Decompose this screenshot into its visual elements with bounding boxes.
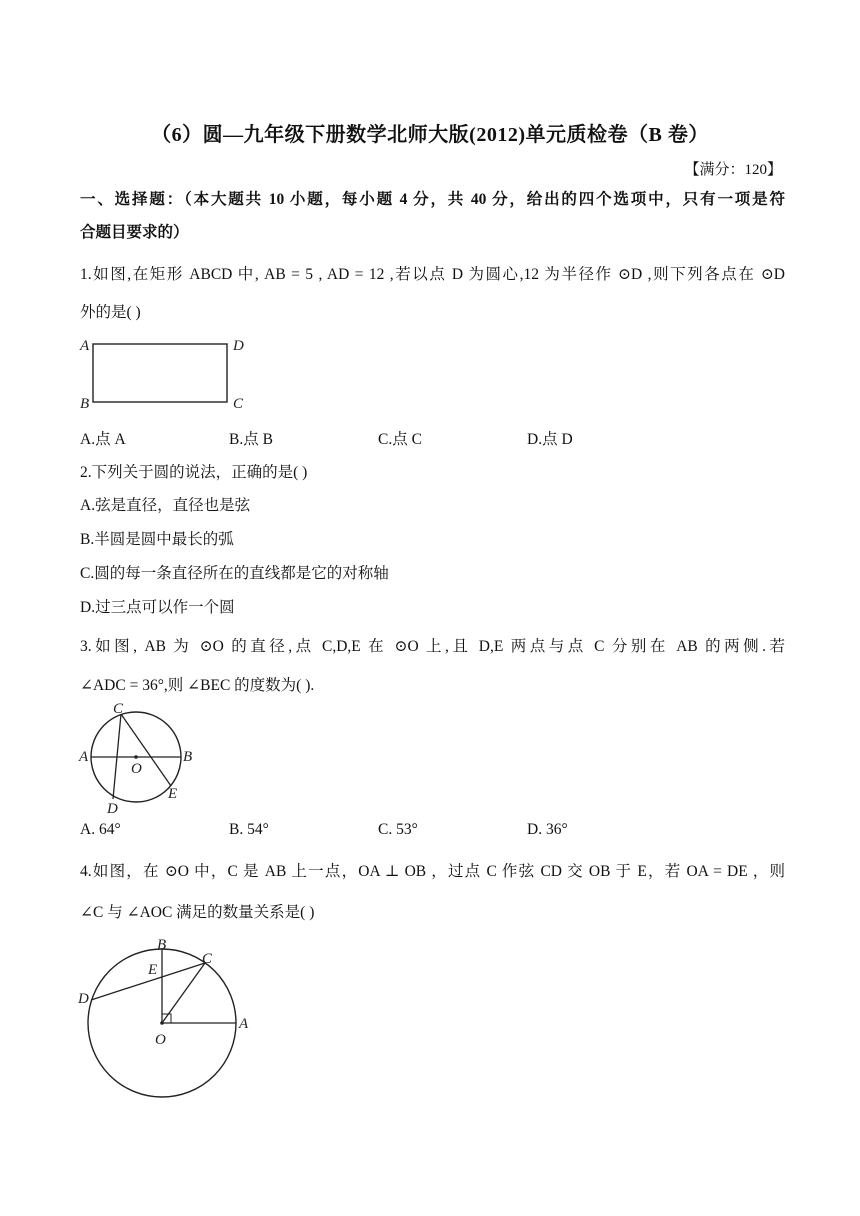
q3-stem-line-1: 3.如图, AB 为 ⊙O 的直径,点 C,D,E 在 ⊙O 上,且 D,E 两点与点 C 分别在 AB 的两侧.若 <box>80 638 785 655</box>
q1-option-a[interactable]: A.点 A <box>80 431 126 448</box>
q1-option-c[interactable]: C.点 C <box>378 431 422 448</box>
q3-stem-line-2: ∠ADC = 36°,则 ∠BEC 的度数为( ). <box>80 677 315 694</box>
page-title: （6）圆—九年级下册数学北师大版(2012)单元质检卷（B 卷） <box>151 124 709 146</box>
center-point <box>160 1021 164 1025</box>
q3-label-e: E <box>168 786 178 802</box>
q1-rectangle-figure <box>76 334 256 414</box>
q2-stem: 2.下列关于圆的说法，正确的是( ) <box>80 464 308 481</box>
q4-label-o: O <box>155 1032 166 1048</box>
q1-label-a: A <box>80 338 90 354</box>
q4-label-e: E <box>148 962 158 978</box>
q3-label-a: A <box>79 749 89 765</box>
chord-ce <box>121 714 171 786</box>
q4-label-b: B <box>157 937 167 953</box>
rectangle-abcd <box>93 344 227 402</box>
q4-stem-line-2: ∠C 与 ∠AOC 满足的数量关系是( ) <box>80 904 315 921</box>
q3-option-b[interactable]: B. 54° <box>229 821 269 838</box>
q2-option-b[interactable]: B.半圆是圆中最长的弧 <box>80 531 234 548</box>
q1-option-b[interactable]: B.点 B <box>229 431 273 448</box>
q2-option-a[interactable]: A.弦是直径，直径也是弦 <box>80 497 251 514</box>
q1-label-b: B <box>80 396 90 412</box>
q4-label-a: A <box>239 1016 249 1032</box>
q1-option-d[interactable]: D.点 D <box>527 431 573 448</box>
q2-option-c[interactable]: C.圆的每一条直径所在的直线都是它的对称轴 <box>80 565 389 582</box>
q3-label-d: D <box>107 801 118 815</box>
center-point <box>134 755 138 759</box>
q4-circle-figure <box>76 932 266 1102</box>
q1-stem-line-2: 外的是( ) <box>80 304 141 321</box>
q3-option-a[interactable]: A. 64° <box>80 821 121 838</box>
q4-label-c: C <box>202 951 213 967</box>
q1-label-d: D <box>233 338 244 354</box>
q1-stem-line-1: 1.如图,在矩形 ABCD 中, AB = 5 , AD = 12 ,若以点 D 为圆心,12 为半径作 ⊙D ,则下列各点在 ⊙D <box>80 266 785 283</box>
q2-option-d[interactable]: D.过三点可以作一个圆 <box>80 599 235 616</box>
q3-option-d[interactable]: D. 36° <box>527 821 568 838</box>
q3-circle-figure <box>76 700 206 815</box>
q3-label-c: C <box>113 701 124 717</box>
q1-label-c: C <box>233 396 244 412</box>
q3-label-o: O <box>131 761 142 777</box>
q3-option-c[interactable]: C. 53° <box>378 821 418 838</box>
full-score: 【满分：120】 <box>684 162 782 178</box>
q4-label-d: D <box>78 991 89 1007</box>
q4-stem-line-1: 4.如图，在 ⊙O 中，C 是 AB 上一点，OA ⊥ OB ，过点 C 作弦 CD 交 OB 于 E，若 OA = DE ，则 <box>80 863 785 880</box>
section-heading-line-2: 合题目要求的） <box>80 224 189 241</box>
section-heading-line-1: 一、选择题：（本大题共 10 小题，每小题 4 分，共 40 分，给出的四个选项中，只有一项是符 <box>80 191 785 208</box>
q3-label-b: B <box>183 749 193 765</box>
